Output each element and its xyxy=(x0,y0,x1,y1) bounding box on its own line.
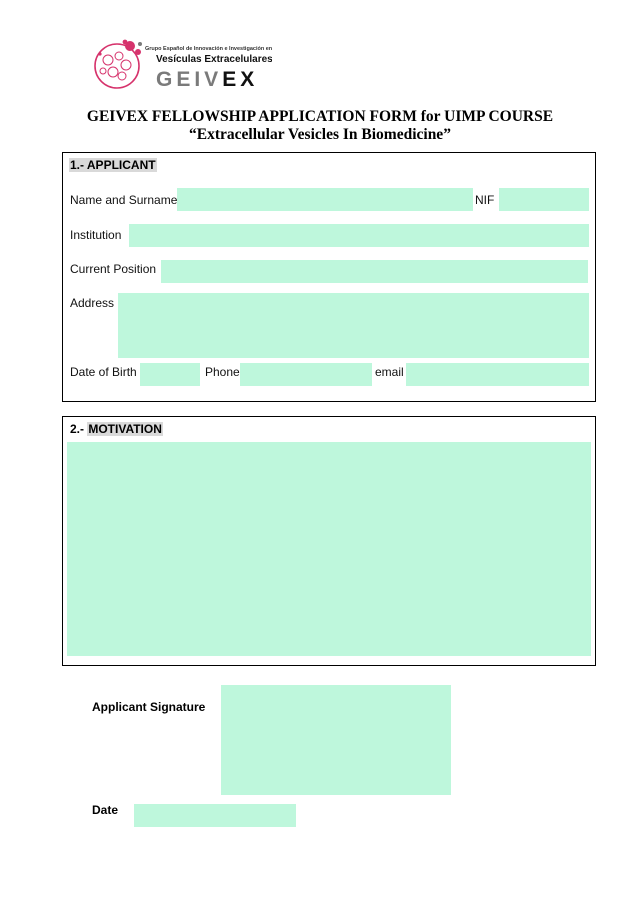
date-label: Date xyxy=(92,803,119,817)
address-field[interactable] xyxy=(118,293,589,358)
institution-field[interactable] xyxy=(129,224,589,247)
nif-label: NIF xyxy=(475,193,495,207)
date-field[interactable] xyxy=(134,804,296,827)
logo-tagline: Grupo Español de Innovación e Investigación en xyxy=(145,46,272,52)
phone-label: Phone xyxy=(205,365,240,379)
institution-label: Institution xyxy=(70,228,122,242)
motivation-title-prefix: 2.- xyxy=(70,422,88,436)
nif-field[interactable] xyxy=(499,188,589,211)
name-field[interactable] xyxy=(177,188,473,211)
logo-subtitle: Vesículas Extracelulares xyxy=(156,54,272,65)
position-field[interactable] xyxy=(161,260,588,283)
form-subtitle: “Extracellular Vesicles In Biomedicine” xyxy=(189,126,451,143)
phone-field[interactable] xyxy=(240,363,372,386)
form-title: GEIVEX FELLOWSHIP APPLICATION FORM for UIMP COURSE xyxy=(86,108,554,125)
geivex-logo xyxy=(92,38,272,94)
email-field[interactable] xyxy=(406,363,589,386)
motivation-title-text: MOTIVATION xyxy=(88,422,162,436)
address-label: Address xyxy=(70,296,115,310)
applicant-section-title: 1.- APPLICANT xyxy=(70,158,156,172)
motivation-section-title xyxy=(70,422,163,436)
position-label: Current Position xyxy=(70,262,157,276)
dob-label: Date of Birth xyxy=(70,365,137,379)
logo-graphic xyxy=(92,38,272,94)
motivation-field[interactable] xyxy=(67,442,591,656)
dob-field[interactable] xyxy=(140,363,200,386)
signature-field[interactable] xyxy=(221,685,451,795)
email-label: email xyxy=(375,365,404,379)
logo-wordmark: GEIVEX xyxy=(156,68,259,91)
signature-label: Applicant Signature xyxy=(92,700,206,714)
name-label: Name and Surname xyxy=(70,193,178,207)
